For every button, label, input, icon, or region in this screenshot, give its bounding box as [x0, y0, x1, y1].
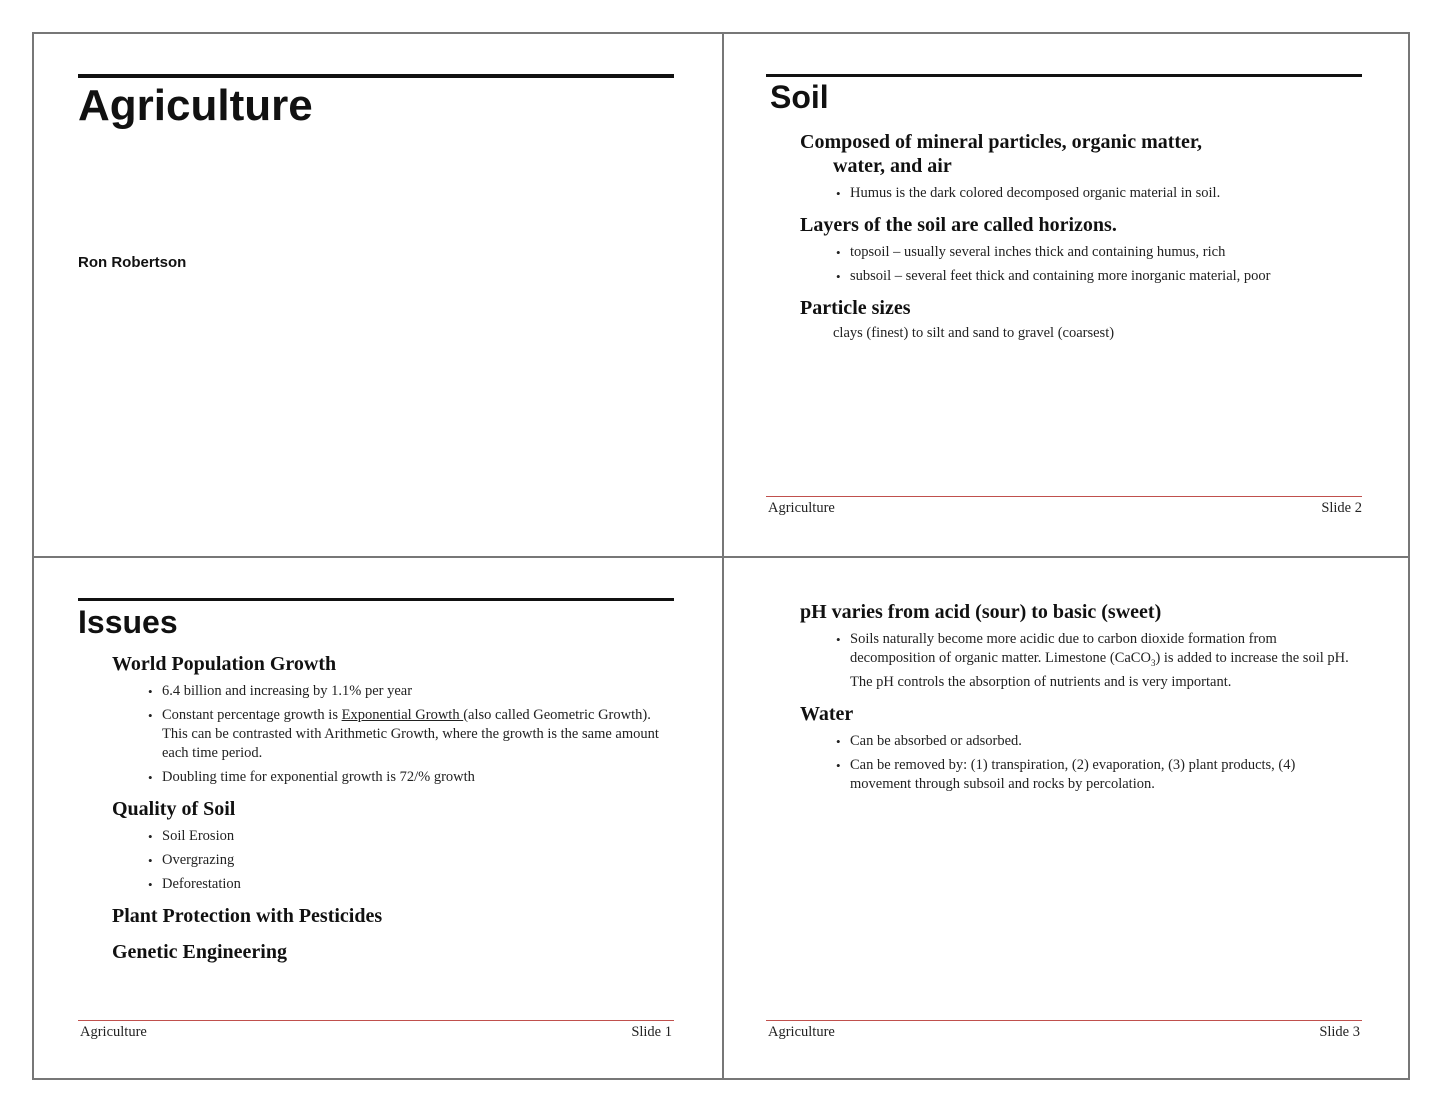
ph-content: [800, 600, 1360, 804]
list-item: [148, 706, 672, 763]
issues-title: Issues: [78, 604, 178, 640]
footer-slide-number: Slide 2: [1321, 500, 1362, 516]
list-item: • Doubling time for exponential growth is 72/% growth: [148, 768, 672, 787]
exponential-growth-link[interactable]: Exponential Growth: [341, 707, 464, 723]
growth-text-after: (also called Geometric Growth). This can be contrasted with Arithmetic Growth, where the growth is the same amount each time period.: [162, 707, 659, 761]
soil-title: Soil: [770, 79, 829, 115]
issues-title-rule: [78, 598, 674, 601]
ph-text-before: Soils naturally become more acidic due to carbon dioxide formation from decomposition of organic matter. Limestone (CaCO: [850, 631, 1277, 666]
footer-presentation-name: Agriculture: [768, 1024, 835, 1040]
list-item: • subsoil – several feet thick and containing more inorganic material, poor: [836, 267, 1360, 286]
list-item: • Deforestation: [148, 875, 672, 894]
ph-heading: pH varies from acid (sour) to basic (sweet): [800, 601, 1162, 623]
soil-heading-particles: Particle sizes: [800, 297, 911, 319]
slide-issues-panel: [34, 558, 722, 1080]
list-item: • Soil Erosion: [148, 827, 672, 846]
issues-heading-pesticides: Plant Protection with Pesticides: [112, 905, 383, 927]
slide-title-panel: [34, 34, 722, 556]
composition-heading-line1: Composed of mineral particles, organic matter,: [800, 131, 1202, 153]
list-item: • Overgrazing: [148, 851, 672, 870]
footer-rule: [78, 1020, 674, 1021]
list-item: [836, 630, 1360, 692]
composition-heading-line2: water, and air: [833, 155, 952, 177]
issues-content: [112, 652, 672, 964]
footer-rule: [766, 1020, 1362, 1021]
list-item: • Can be absorbed or adsorbed.: [836, 732, 1360, 751]
title-rule: [78, 74, 674, 78]
particle-sizes-text: clays (finest) to silt and sand to gravel (coarsest): [833, 325, 1115, 341]
growth-text-before: Constant percentage growth is: [162, 707, 342, 723]
footer-slide-number: Slide 1: [631, 1024, 672, 1040]
list-item: • 6.4 billion and increasing by 1.1% per year: [148, 682, 672, 701]
soil-heading-layers: Layers of the soil are called horizons.: [800, 214, 1117, 236]
issues-heading-soil-quality: Quality of Soil: [112, 798, 236, 820]
list-item: • Can be removed by: (1) transpiration, (2) evaporation, (3) plant products, (4) movement through subsoil and rocks by percolation.: [836, 756, 1360, 794]
presentation-title: Agriculture: [78, 81, 313, 130]
water-heading: Water: [800, 702, 854, 725]
handout-sheet: [32, 32, 1410, 1080]
soil-heading-composition: [800, 130, 1360, 178]
issues-heading-population: World Population Growth: [112, 653, 337, 675]
footer-slide-number: Slide 3: [1319, 1024, 1360, 1040]
list-item: • Humus is the dark colored decomposed organic material in soil.: [836, 184, 1360, 203]
list-item: • topsoil – usually several inches thick and containing humus, rich: [836, 243, 1360, 262]
slide-ph-panel: [724, 558, 1410, 1080]
issues-heading-genetic: Genetic Engineering: [112, 941, 287, 963]
footer-rule: [766, 496, 1362, 497]
soil-content: [800, 130, 1360, 343]
soil-title-rule: [766, 74, 1362, 77]
footer-presentation-name: Agriculture: [768, 500, 835, 516]
ph-subscript: 3: [1150, 657, 1156, 668]
author-name: Ron Robertson: [78, 254, 187, 271]
slide-soil-panel: [724, 34, 1410, 556]
ph-text-after: ) is added to increase the soil pH. The pH controls the absorption of nutrients and is very important.: [850, 650, 1349, 690]
footer-presentation-name: Agriculture: [80, 1024, 147, 1040]
